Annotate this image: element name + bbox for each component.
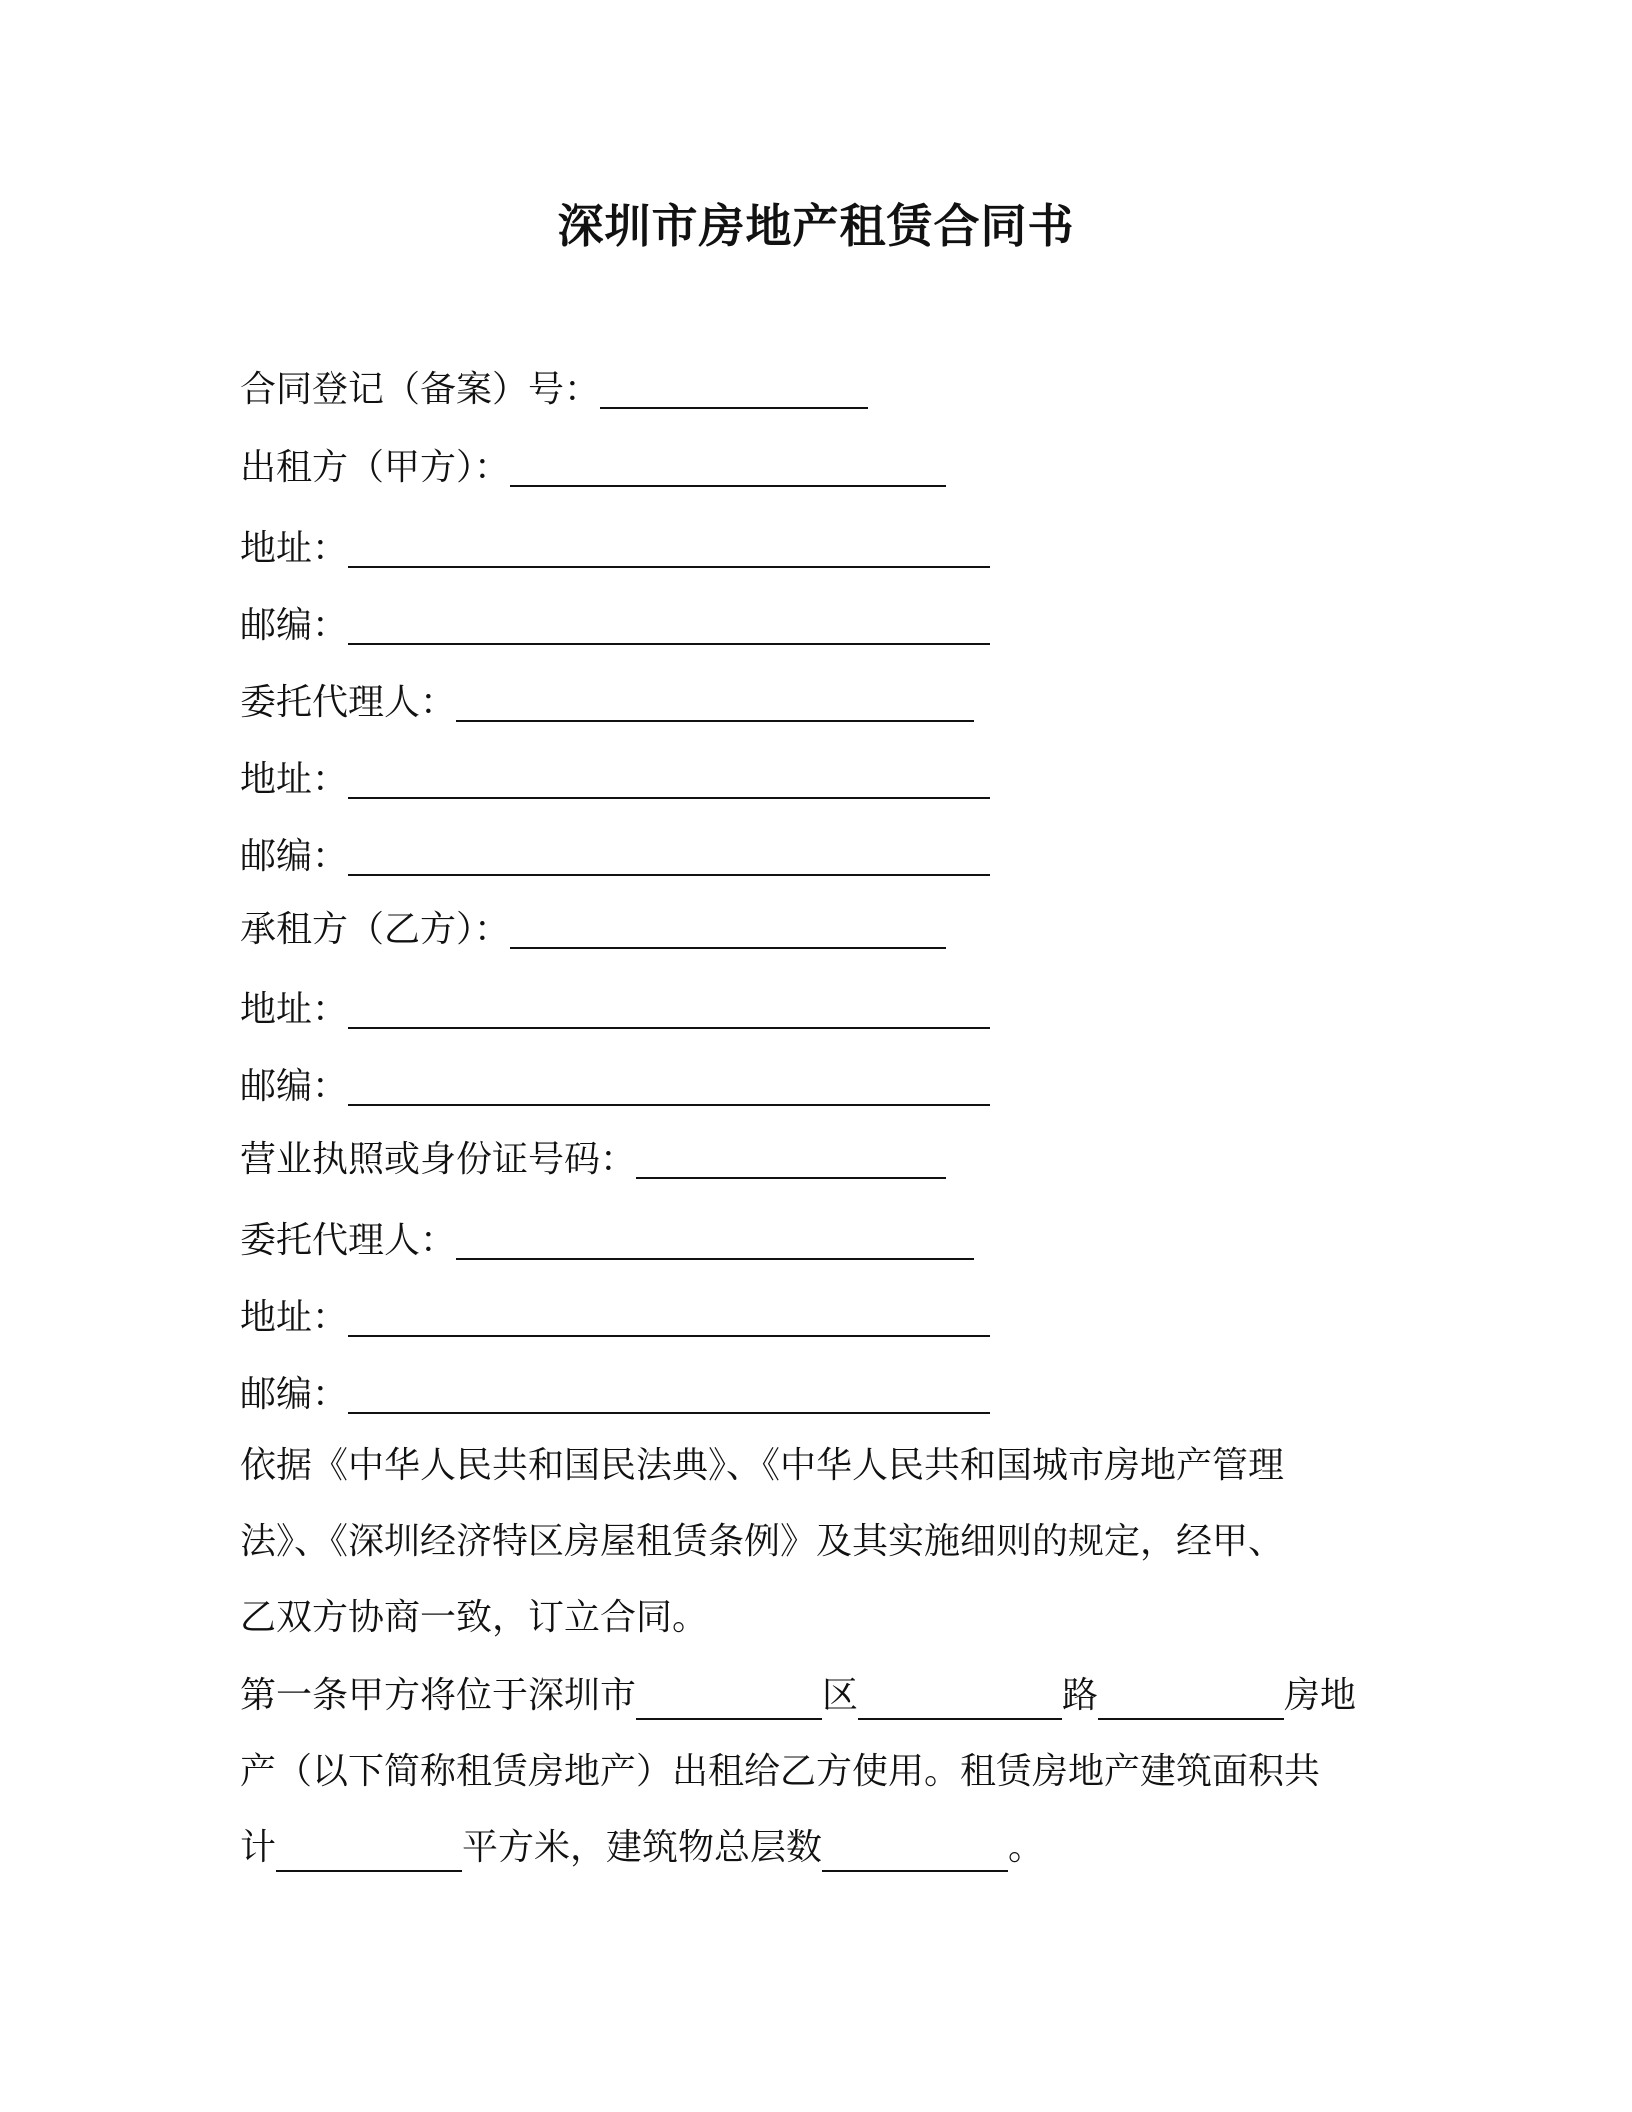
paragraph-line [240, 1734, 1356, 1810]
field-lessee-agent-postcode [240, 1370, 990, 1420]
field-lessee-address [240, 985, 990, 1035]
preamble-paragraph [240, 1428, 1284, 1656]
fill-blank [348, 1068, 990, 1106]
paragraph-text: 路 [1062, 1675, 1099, 1716]
field-lessor-agent-address [240, 755, 990, 805]
field-registration-number [240, 365, 868, 415]
paragraph-text: 乙双方协商一致，订立合同。 [240, 1597, 709, 1638]
field-lessee-id-number [240, 1135, 946, 1185]
paragraph-text: 房地 [1284, 1675, 1357, 1716]
fill-blank [348, 530, 990, 568]
paragraph-line [240, 1504, 1284, 1580]
field-label: 地址： [240, 989, 349, 1030]
field-label: 地址： [240, 759, 349, 800]
fill-blank [276, 1830, 462, 1872]
field-label: 邮编： [240, 1374, 349, 1415]
field-label: 营业执照或身份证号码： [240, 1139, 637, 1180]
paragraph-text: 。 [1008, 1827, 1045, 1868]
paragraph-text: 计 [240, 1827, 277, 1868]
field-lessor-address [240, 524, 990, 574]
field-lessee-agent-address [240, 1293, 990, 1343]
field-lessee-agent [240, 1216, 974, 1266]
fill-blank [822, 1830, 1008, 1872]
fill-blank [600, 371, 868, 409]
paragraph-text: 区 [822, 1675, 859, 1716]
paragraph-text: 平方米，建筑物总层数 [462, 1827, 823, 1868]
fill-blank [348, 838, 990, 876]
fill-blank [348, 607, 990, 645]
fill-blank [858, 1678, 1062, 1720]
fill-blank [348, 1299, 990, 1337]
field-lessor-agent [240, 678, 974, 728]
paragraph-line [240, 1810, 1356, 1886]
field-label: 承租方（乙方）： [240, 909, 511, 950]
field-label: 邮编： [240, 1066, 349, 1107]
fill-blank [348, 761, 990, 799]
paragraph-text: 产（以下简称租赁房地产）出租给乙方使用。租赁房地产建筑面积共 [240, 1751, 1321, 1792]
field-label: 地址： [240, 528, 349, 569]
field-label: 委托代理人： [240, 1220, 457, 1261]
field-label: 出租方（甲方）： [240, 447, 511, 488]
fill-blank [510, 911, 946, 949]
paragraph-text: 第一条甲方将位于深圳市 [240, 1675, 637, 1716]
paragraph-line [240, 1658, 1356, 1734]
field-label: 委托代理人： [240, 682, 457, 723]
field-lessor-postcode [240, 601, 990, 651]
article-1-paragraph [240, 1658, 1356, 1886]
paragraph-text: 依据《中华人民共和国民法典》、《中华人民共和国城市房地产管理 [240, 1445, 1285, 1486]
fill-blank [456, 1222, 974, 1260]
fill-blank [348, 991, 990, 1029]
fill-blank [636, 1678, 822, 1720]
field-lessee-postcode [240, 1062, 990, 1112]
document-title: 深圳市房地产租赁合同书 [557, 199, 1075, 253]
fill-blank [510, 449, 946, 487]
paragraph-text: 法》、《深圳经济特区房屋租赁条例》及其实施细则的规定，经甲、 [240, 1521, 1285, 1562]
fill-blank [1098, 1678, 1284, 1720]
field-lessor [240, 443, 946, 493]
fill-blank [348, 1376, 990, 1414]
field-label: 邮编： [240, 605, 349, 646]
field-lessee [240, 905, 946, 955]
field-label: 地址： [240, 1297, 349, 1338]
paragraph-line [240, 1428, 1284, 1504]
fill-blank [636, 1141, 946, 1179]
field-lessor-agent-postcode [240, 832, 990, 882]
field-label: 合同登记（备案）号： [240, 369, 601, 410]
paragraph-line [240, 1580, 1284, 1656]
field-label: 邮编： [240, 836, 349, 877]
fill-blank [456, 684, 974, 722]
